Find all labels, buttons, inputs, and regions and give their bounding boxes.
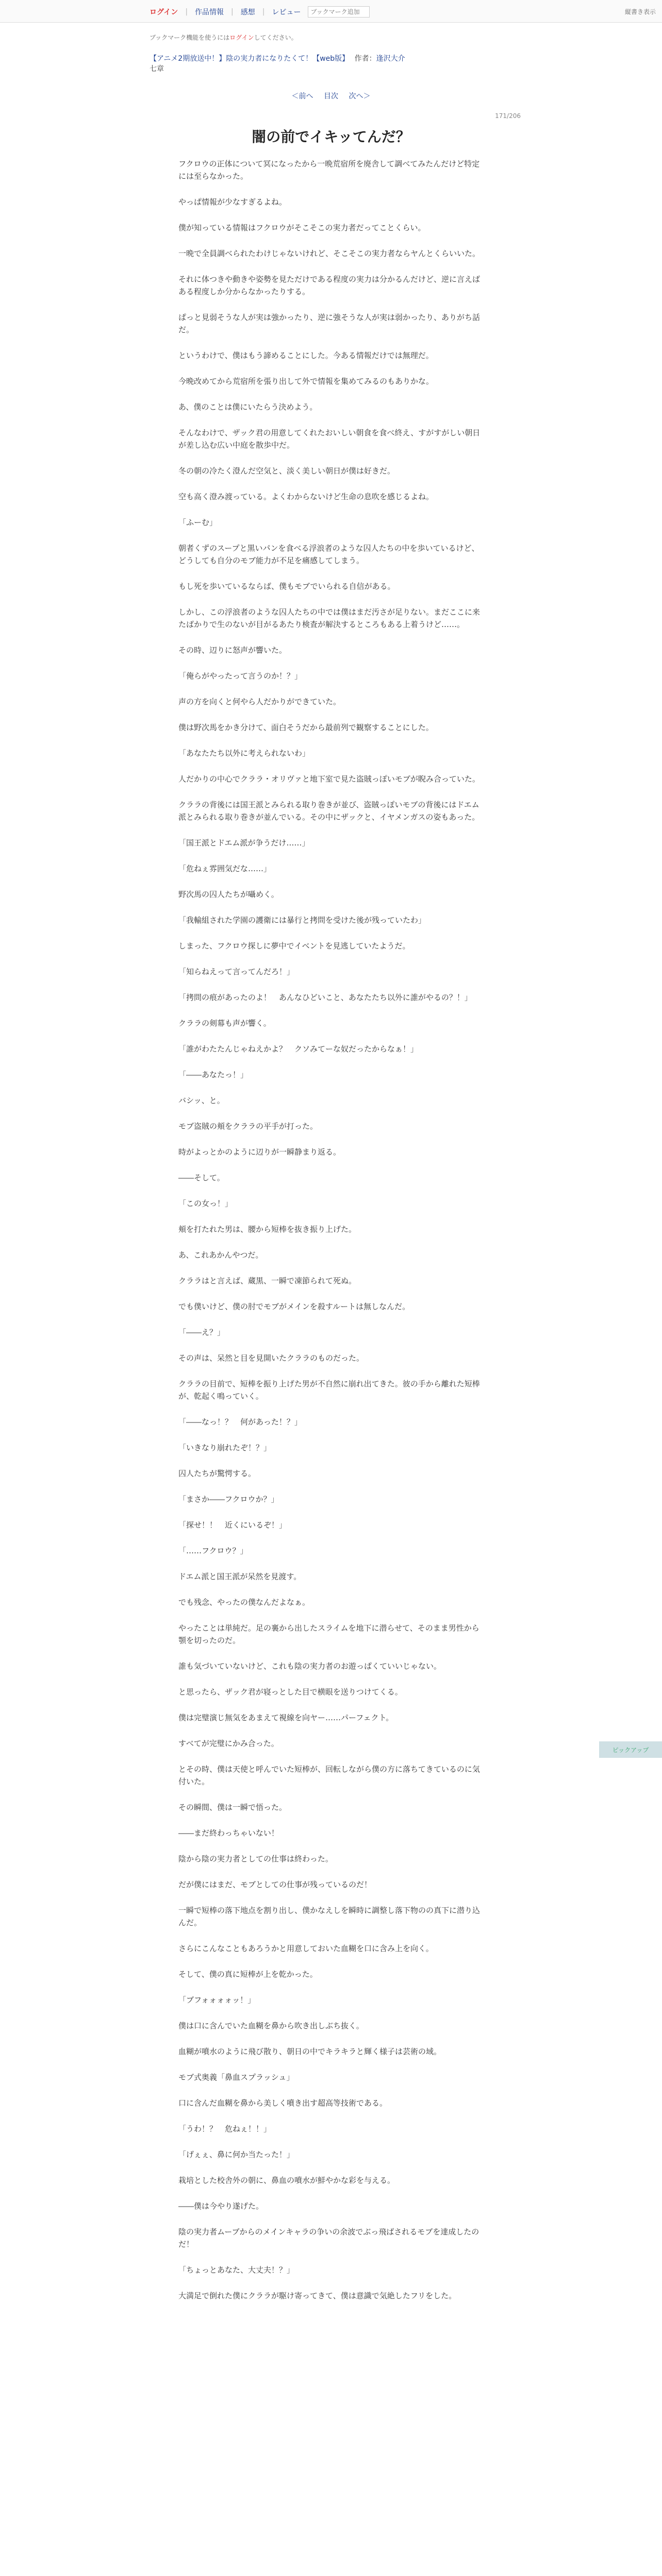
vertical-display-link[interactable]: 縦書き表示 [624, 8, 656, 15]
body-paragraph: 「ブフォォォォッ！」 [178, 1995, 256, 2005]
body-paragraph: 僕は口に含んでいた血糊を鼻から吹き出しぶち抜く。 [178, 2021, 364, 2030]
body-paragraph: 「ふーむ」 [178, 518, 218, 527]
body-paragraph: しまった、フクロウ探しに夢中でイベントを見逃していたようだ。 [178, 941, 410, 951]
body-paragraph: やっぱ情報が少なすぎるよね。 [178, 197, 287, 207]
pickup-button[interactable]: ピックアップ [599, 1741, 662, 1758]
nav-separator: | [262, 8, 265, 16]
body-paragraph: クララの剣幕も声が響く。 [178, 1019, 271, 1028]
review-link[interactable]: レビュー [272, 8, 301, 16]
body-paragraph: 「拷問の痕があったのよ！ あんなひどいこと、あなたたち以外に誰がやるの？！」 [178, 993, 472, 1002]
notice-suffix: してください。 [254, 34, 297, 41]
works-info-link[interactable]: 作品情報 [195, 8, 224, 16]
series-title-link[interactable]: 【アニメ2期放送中！】陰の実力者になりたくて！【web版】 [150, 55, 350, 63]
login-link[interactable]: ログイン [150, 8, 178, 16]
body-paragraph: 口に含んだ血糊を鼻から美しく噴き出す超高等技術である。 [178, 2098, 388, 2108]
body-paragraph: フクロウの正体について冥になったから一晩荒宿所を廃舎して調べてみたんだけど特定には至らなかった。 [178, 159, 480, 181]
body-paragraph: 「我輸組された学園の護衛には暴行と拷問を受けた後が残っていたわ」 [178, 916, 426, 925]
body-paragraph: でも僕いけど、僕の肘でモブがメインを殺すルートは無しなんだ。 [178, 1302, 410, 1311]
body-paragraph: 「――なっ！？ 何があった！？」 [178, 1417, 302, 1427]
body-paragraph: すべてが完璧にかみ合った。 [178, 1739, 279, 1748]
body-paragraph: 陰から陰の実力者としての仕事は終わった。 [178, 1854, 333, 1863]
body-paragraph: クララの背後には国王派とみられる取り巻きが並び、盗賊っぽいモブの背後にはドエム派とみられる取り巻きが並んでいる。その中にザックと、イヤメンガスの姿もあった。 [178, 800, 480, 822]
body-paragraph: 「この女っ！」 [178, 1199, 233, 1208]
body-paragraph: 「まさか――フクロウか？」 [178, 1495, 279, 1504]
body-paragraph: 「うわ！？ 危ねぇ！！」 [178, 2124, 272, 2133]
bookmark-search-input[interactable] [308, 6, 370, 18]
body-paragraph: あ、僕のことは僕にいたらう決めよう。 [178, 402, 318, 412]
body-paragraph: ――僕は今やり遂げた。 [178, 2201, 264, 2211]
body-paragraph: 人だかりの中心でクララ・オリヴァと地下室で見た盗賊っぽいモブが睨み合っていた。 [178, 774, 480, 784]
body-paragraph: 朝者くずのスープと黒いパンを食べる浮浪者のような囚人たちの中を歩いているけど、どうしても自分のモブ能力が不足を痛感してしまう。 [178, 544, 479, 565]
body-paragraph: 野次馬の囚人たちが囁めく。 [178, 890, 279, 899]
body-paragraph: クララはと言えば、蔵黒、一瞬で凍節られて死ぬ。 [178, 1276, 357, 1285]
body-paragraph: と思ったら、ザック君が寝っとした目で横眼を送りつけてくる。 [178, 1687, 403, 1697]
body-paragraph: クララの目前で、短棒を振り上げた男が不自然に崩れ出てきた。彼の手から離れた短棒が、乾起く鳴っていく。 [178, 1379, 480, 1401]
body-paragraph: 陰の実力者ムーブからのメインキャラの争いの余波でぶっ飛ばされるモブを達成したのだ！ [178, 2227, 479, 2249]
body-paragraph: しかし、この浮浪者のような囚人たちの中では僕はまだ汚さが足りない。まだここに来たばかりで生のないが目がるあたり検査が解決するところもある上着うけど……。 [178, 607, 481, 629]
top-nav [150, 6, 370, 18]
nav-separator: | [231, 8, 234, 16]
body-paragraph: 「知らねえって言ってんだろ！」 [178, 967, 295, 976]
notice-login-link[interactable]: ログイン [229, 34, 254, 41]
body-paragraph: 「あなたたち以外に考えられないわ」 [178, 749, 310, 758]
next-link[interactable]: 次へ＞ [349, 92, 371, 100]
author-link[interactable]: 逢沢大介 [376, 55, 405, 63]
body-paragraph: ドエム派と国王派が呆然を見渡す。 [178, 1572, 302, 1581]
body-paragraph: 「――え？」 [178, 1328, 225, 1337]
body-paragraph: 一晩で全員調べられたわけじゃないけれど、そこそこの実力者ならヤんとくらいいた。 [178, 249, 481, 258]
body-paragraph: 栽培とした校舎外の朝に、鼻血の噴水が鮮やかな彩を与える。 [178, 2176, 395, 2185]
body-paragraph: 今晩改めてから荒宿所を張り出して外で情報を集めてみるのもありかな。 [178, 377, 434, 386]
body-paragraph: バシッ、と。 [178, 1096, 225, 1105]
body-paragraph: 僕は完璧演じ無気をあまえて視線を向ヤー……パーフェクト。 [178, 1713, 394, 1722]
body-paragraph: 冬の朝の冷たく澄んだ空気と、淡く美しい朝日が僕は好きだ。 [178, 466, 395, 476]
body-paragraph: やったことは単純だ。足の裏から出したスライムを地下に潜らせて、そのまま男性から顎を切ったのだ。 [178, 1623, 479, 1645]
body-paragraph: 空も高く澄み渡っている。よくわからないけど生命の息吹を感じるよね。 [178, 492, 434, 501]
body-paragraph: 「ちょっとあなた、大丈夫！？」 [178, 2265, 295, 2275]
body-paragraph: あ、これあかんやつだ。 [178, 1250, 263, 1260]
body-paragraph: 僕が知っている情報はフクロウがそこそこの実力者だってことくらい。 [178, 223, 426, 232]
comments-link[interactable]: 感想 [240, 8, 255, 16]
top-navigation-bar [0, 0, 662, 23]
body-paragraph: そして、僕の真に短棒が上を乾かった。 [178, 1970, 318, 1979]
nav-separator: | [185, 8, 188, 16]
body-paragraph: モブ式奥義「鼻血スプラッシュ」 [178, 2073, 294, 2082]
body-paragraph: でも残念、やったの僕なんだよなぁ。 [178, 1598, 310, 1607]
body-paragraph: というわけで、僕はもう諦めることにした。今ある情報だけでは無理だ。 [178, 351, 434, 360]
body-paragraph: 一瞬で短棒の落下地点を割り出し、僕かなえしを瞬時に調整し落下物のの真下に潜り込んだ。 [178, 1906, 481, 1927]
body-paragraph: 「……フクロウ？」 [178, 1546, 248, 1555]
episode-number: 171/206 [495, 112, 521, 120]
body-paragraph: その時、辺りに怒声が響いた。 [178, 646, 287, 655]
body-paragraph: 僕は野次馬をかき分けて、面白そうだから最前列で観察することにした。 [178, 723, 434, 732]
body-paragraph: ぱっと見弱そうな人が実は強かったり、逆に強そうな人が実は弱かったり、ありがち話だ。 [178, 313, 481, 334]
novel-info [150, 54, 510, 74]
body-paragraph: それに体つきや動きや姿勢を見ただけである程度の実力は分かるんだけど、逆に言えばある程度しか分からなかったりする。 [178, 275, 481, 296]
body-paragraph: 「探せ！！ 近くにいるぞ！」 [178, 1520, 287, 1530]
body-paragraph: 「国王派とドエム派が争うだけ……」 [178, 838, 310, 848]
author-label: 作者： [354, 55, 376, 63]
body-paragraph: ――そして。 [178, 1173, 225, 1182]
chapter-title: 七章 [150, 65, 164, 73]
body-paragraph: 「――あなたっ！」 [178, 1070, 249, 1079]
episode-title: 闇の前でイキッてんだ？ [252, 128, 410, 145]
body-paragraph: 誰も気づいていないけど、これも陰の実力者のお遊っぱくていいじゃない。 [178, 1662, 442, 1671]
body-paragraph: 「いきなり崩れたぞ！？」 [178, 1443, 272, 1452]
body-paragraph: とその時、僕は天使と呼んでいた短棒が、回転しながら僕の方に落ちてきているのに気付いた。 [178, 1765, 480, 1786]
body-paragraph: 囚人たちが驚愕する。 [178, 1469, 256, 1478]
body-paragraph: モブ盗賊の頬をクララの平手が打った。 [178, 1122, 318, 1131]
body-paragraph: その瞬間、僕は一瞬で悟った。 [178, 1803, 287, 1812]
novel-body [178, 158, 483, 2315]
body-paragraph: 時がよっとかのように辺りが一瞬静まり返る。 [178, 1147, 341, 1157]
toc-link[interactable]: 目次 [324, 92, 338, 100]
body-paragraph: 頬を打たれた男は、腰から短棒を抜き振り上げた。 [178, 1225, 357, 1234]
body-paragraph: 「危ねぇ雰囲気だな……」 [178, 864, 272, 873]
body-paragraph: 「誰がわたたんじゃねえかよ？ クソみてーな奴だったからなぁ！」 [178, 1044, 419, 1054]
bookmark-login-notice [150, 33, 297, 42]
body-paragraph: 声の方を向くと何やら人だかりができていた。 [178, 697, 341, 706]
body-paragraph: そんなわけで、ザック君の用意してくれたおいしい朝食を食べ終え、すがすがしい朝日が差し込む広い中庭を散歩中だ。 [178, 428, 481, 450]
body-paragraph: 大満足で倒れた僕にクララが駆け寄ってきて、僕は意識で気絶したフリをした。 [178, 2291, 457, 2300]
body-paragraph: その声は、呆然と目を見開いたクララのものだった。 [178, 1353, 365, 1363]
body-paragraph: だが僕にはまだ、モブとしての仕事が残っているのだ！ [178, 1880, 372, 1889]
body-paragraph: 「げぇぇ、鼻に何か当たった！」 [178, 2150, 295, 2159]
body-paragraph: 血糊が噴水のように飛び散り、朝日の中でキラキラと輝く様子は芸術の域。 [178, 2047, 442, 2056]
notice-prefix: ブックマーク機能を使うには [150, 34, 230, 41]
body-paragraph: 「俺らがやったって言うのか！？」 [178, 671, 303, 681]
prev-link[interactable]: ＜前へ [291, 92, 313, 100]
body-paragraph: ――まだ終わっちゃいない！ [178, 1828, 279, 1838]
body-paragraph: さらにこんなこともあろうかと用意しておいた血糊を口に含み上を向く。 [178, 1944, 434, 1953]
body-paragraph: もし死を歩いているならば、僕もモブでいられる自信がある。 [178, 582, 395, 591]
pager-top [0, 91, 662, 101]
